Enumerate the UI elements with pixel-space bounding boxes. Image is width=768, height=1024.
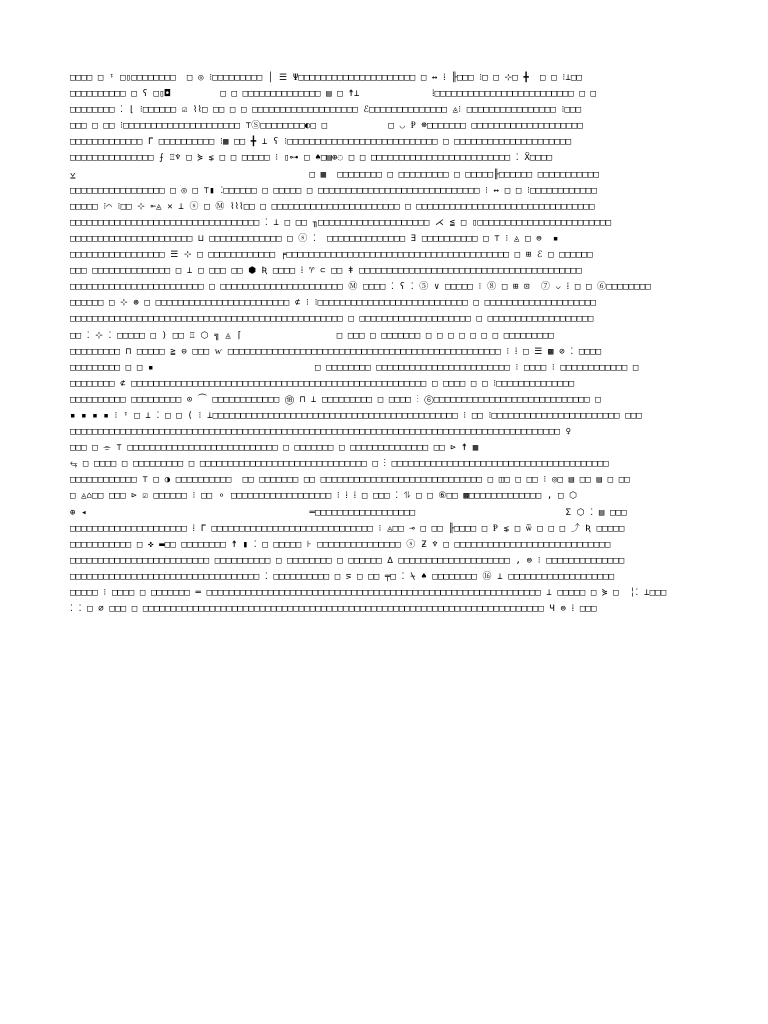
text-line: □□□□□□□□□□□□□□□ ⨍ ♖♆ □ ⋟ ⋦ □ □ □□□□□ ⁝ ▯⊶ □ ♠□▤⊕◌ □ □ □□□□□□□□□□□□□□□□□□□□□□□□□ ⁚ Ẍ□□□□ xyxy=(70,153,553,164)
text-line: ⊕ ◂ ═□□□□□□□□□□□□□□□□□□ Σ ⬡ ⁚ ▤ □□□ xyxy=(70,507,627,518)
text-line: □□□□□□□□□□□□□□□□□□□□□□□□□□□□□□□□□□□□□□□□□□□□□□□□□□□□□□□□□□□□□□□□□□□□□□□□□□□□□□□□□□□□□□□□ ♀ xyxy=(70,427,572,438)
text-line: □□□□□□□□□□□□□□□□□□□□□□□□□□□□□□□□□□ ⁚ ⊥ □ □□ ╖□□□□□□□□□□□□□□□□□□□□ ⋌ ≦ □ ▯□□□□□□□□□□□□□□□□□□□□□□□□ xyxy=(70,217,612,228)
text-line: □□□□□□□□□□□□□□□□□ ☰ ⊹ □ □□□□□□□□□□□□ ╒□□□□□□□□□□□□□□□□□□□□□□□□□□□□□□□□□□□□□□□□ □ ⊞ ℰ □ □□□□□□ xyxy=(70,250,593,261)
body-text xyxy=(70,70,700,617)
text-line: □□□□□□□□□□□□□□□□□□□□□□□□ □ □□□□□□□□□□□□□□□□□□□□□□ Ⓜ □□□□ ⁚ ʕ ⁚ ⑤ ∨ □□□□□ ⁝ ⑧ □ ⊞ ⊡ ⑦ ⌵ ⁞ □ □ ⑥□□□□□□□□ xyxy=(70,282,651,293)
text-line: □□□□□□□□□□□□□□□□□ □ ◎ □ ⊤▮ ⁚□□□□□□ □ □□□□□ □ □□□□□□□□□□□□□□□□□□□□□□□□□□□□□ ⁝ ↔ □ □ ⁝□□□□□□□□□□□□ xyxy=(70,185,597,196)
text-line: □□ ⁚ ⊹ ⁚ □□□□□ □ ) □□ ♖ ⬡ ╗ ◬ ⌈ □ □□□ □ □□□□□□□ □ □ □ □ □ □ □ □□□□□□□□□ xyxy=(70,330,554,341)
text-line: □□□□□□□□□□ □□□□□□□□□ ⊙ ⏜ □□□□□□□□□□□□ ⑱ ⊓ ⊥ □□□□□□□□□ □ □□□□ ⁝ ⑥□□□□□□□□□□□□□□□□□□□□□□□□□□□□ □ xyxy=(70,394,601,405)
text-line: □□□□□□□□□□□ □ ✜ ▬□□ □□□□□□□□ ☨ ▮ ⁚ □ □□□□□ ⊦ □□□□□□□□□□□□□□□ ⓢ Ƶ ♆ □ □□□□□□□□□□□□□□□□□□□□□□□□□□□□ xyxy=(70,539,611,550)
text-line: □□□□□ ⁝ □□□□ □ □□□□□□□ ═ □□□□□□□□□□□□□□□□□□□□□□□□□□□□□□□□□□□□□□□□□□□□□□□□□□□□□□□□□□□□ ⊥ □□□□□ □ ⋟ □ ╎⁚ ⊥□□□ xyxy=(70,588,667,598)
text-line: □□□□□□□□□□□□□ ᒥ □□□□□□□□□□ ⁝▦ □□ ╋ ⟂ ʕ ⁝□□□□□□□□□□□□□□□□□□□□□□□□□□□ □ □□□□□□□□□□□□□□□□□□□□□ xyxy=(70,137,572,148)
text-line: ⁚ ⁚ □ ⌀ □□□ □ □□□□□□□□□□□□□□□□□□□□□□□□□□□□□□□□□□□□□□□□□□□□□□□□□□□□□□□□□□□□□□□□□□□□□□□□ Ч ⊜ ⁞ □□□ xyxy=(70,604,597,615)
text-line: □□□□□□□□ ⁚ ⌊ ⁝□□□□□□ ☑ ⌇⌇□ □□ □ □ □□□□□□□□□□□□□□□□□□□ ℰ□□□□□□□□□□□□□□ ◬⁝ □□□□□□□□□□□□□□□□ ⁝□□□ xyxy=(70,105,582,116)
text-line: □□□□□□□□□ ⊓ □□□□□ ≧ ⊖ □□□ ⱳ □□□□□□□□□□□□□□□□□□□□□□□□□□□□□□□□□□□□□□□□□□□□□□□□□ ⁝ ⁞ □ ☰ ▩ ⊘ ⁚ □□□□ xyxy=(70,346,602,357)
text-line: □□□ □ □□ ⁝□□□□□□□□□□□□□□□□□□□□□ ⊤Ⓢ□□□□□□□□◐□ □ □ ◡ Ᵽ ☸□□□□□□□ □□□□□□□□□□□□□□□□□□□□ xyxy=(70,121,583,132)
text-line: □□□□□□□□□□□□□□□□□□□□□□□□□□□□□□□□□□□□□□□□□□□□□□□□□ □ □□□□□□□□□□□□□□□□□□□□ □ □□□□□□□□□□□□□□□□□□□ xyxy=(70,314,594,325)
text-line: ⥃ □ □□□□ □ □□□□□□□□□ □ □□□□□□□□□□□□□□□□□□□□□□□□□□□□□□ □ ⁝ □□□□□□□□□□□□□□□□□□□□□□□□□□□□□□□□□□□□□□□ xyxy=(70,459,609,470)
text-line: □□□□ □ ᵎ □▯□□□□□□□□ □ ◎ ⁝□□□□□□□□□ │ ☰ Ψ□□□□□□□□□□□□□□□□□□□□□ □ ↔ ⁞ ╟□□□ ⁝□ □ ⊹□ ╋ □ □ ⁝⊥□□ xyxy=(70,73,583,83)
text-line: ⩣ □ ▦ □□□□□□□□ □ □□□□□□□□□ □ □□□□□╟□□□□□□ □□□□□□□□□□□ xyxy=(70,169,600,180)
text-line: □□□□□□□□□□□□□□□□□□□□□□□□□ □□□□□□□□□□ □ □□□□□□□□ □ □□□□□□ ∆ □□□□□□□□□□□□□□□□□□□□ , ⊜ ⁝ □□□□□□□□□□□□□□ xyxy=(70,555,625,566)
text-line: □□□□□□ □ ⊹ ⊛ □ □□□□□□□□□□□□□□□□□□□□□□□□ ⊄ ⁝ ⁝□□□□□□□□□□□□□□□□□□□□□□□□□□□ □ □□□□□□□□□□□□□□□□□□□□ xyxy=(70,298,597,309)
text-line: □□□□□ ⁝⌒ ⁝□□ ⊹ ⟜◬ ✕ ⊥ ⓢ □ Ⓜ ⌇⌇⌇□□ □ □□□□□□□□□□□□□□□□□□□□□□□ □ □□□□□□□□□□□□□□□□□□□□□□□□□□□□□□□□ xyxy=(70,201,595,212)
text-line: □□□ □□□□□□□□□□□□□□ □ ⊥ □ □□□ □□ ⬢ Ʀ □□□□ ⁞ ♈ ⊂ □□ ǂ □□□□□□□□□□□□□□□□□□□□□□□□□□□□□□□□□□□□□□□□ xyxy=(70,266,582,277)
text-line: □□□□□□□□□□□□□□□□□□□□□□ ⊔ □□□□□□□□□□□□□ □ ⓢ ⁚ □□□□□□□□□□□□□□ ∃ □□□□□□□□□□ □ ⊤ ⁝ ◬ □ ⊜ ▪ xyxy=(70,233,559,244)
text-line: □□□□□□□□ ⊄ □□□□□□□□□□□□□□□□□□□□□□□□□□□□□□□□□□□□□□□□□□□□□□□□□□□□□ □ □□□□ □ □ ⁝□□□□□□□□□□□□□□ xyxy=(70,378,575,389)
text-line: □ ◬⌂□□ □□□ ⊳ ☑ □□□□□□ ⁝ □□ ⚬ □□□□□□□□□□□□□□□□□□ ⁝ ⁞ ⁞ □ □□□ ⁚ ⥮ □ □ ⑥□□ ▩□□□□□□□□□□□□□ , □ ⬡ xyxy=(70,491,578,502)
text-line: □□□□□□□□□□ □ ʕ □▯◘ □ □ □□□□□□□□□□□□□□ ▤ □ ☨⊥ ⁞□□□□□□□□□□□□□□□□□□□□□□□□□ □ □ xyxy=(70,89,597,100)
text-line: □□□□□□□□□ □ □ ▪ □ □□□□□□□□ □□□□□□□□□□□□□□□□□□□□□□□□ ⁝ □□□□ ⁝ □□□□□□□□□□□□ □ xyxy=(70,362,639,373)
text-line: □□□ □ ⌯ ⊤ □□□□□□□□□□□□□□□□□□□□□□□□□□□ □ □□□□□□□ □ □□□□□□□□□□□□□□ □□ ⊳ ☨ ▦ xyxy=(70,443,479,454)
text-line: ▪ ▪ ▪ ▪ ⁝ ᵎ □ ⊥ ⁚ □ □ ( ⁝ ⊥□□□□□□□□□□□□□□□□□□□□□□□□□□□□□□□□□□□□□□□□□□□□ ⁝ □□ ⁝□□□□□□□□□□□□□□□□□□□□□□□ □□□ xyxy=(70,410,642,421)
text-line: □□□□□□□□□□□□□□□□□□□□□□□□□□□□□□□□□□ ⁚ □□□□□□□□□□ □ ⋝ □ □□ ╤□ ⁚ ⍀ ♠ □□□□□□□□ ⑯ ⊥ □□□□□□□□□□□□□□□□□□□ xyxy=(70,571,615,582)
text-line: □□□□□□□□□□□□ ⊤ □ ◑ □□□□□□□□□□ □□ □□□□□□□ □□ □□□□□□□□□□□□□□□□□□□□□□□□□□□□□ □ ◫□ □ □□ ⁝ ◎□ ▤ □□ ▤ □ □□ xyxy=(70,475,630,486)
text-line: □□□□□□□□□□□□□□□□□□□□□ ⁞ ᒥ □□□□□□□□□□□□□□□□□□□□□□□□□□□□□ ⁝ ◬□□ ⊸ □ □□ ╟□□□□ □ Ᵽ ⋦ □ ѿ □ □ □ ⤴ Ʀ □□□□□ xyxy=(70,523,625,534)
